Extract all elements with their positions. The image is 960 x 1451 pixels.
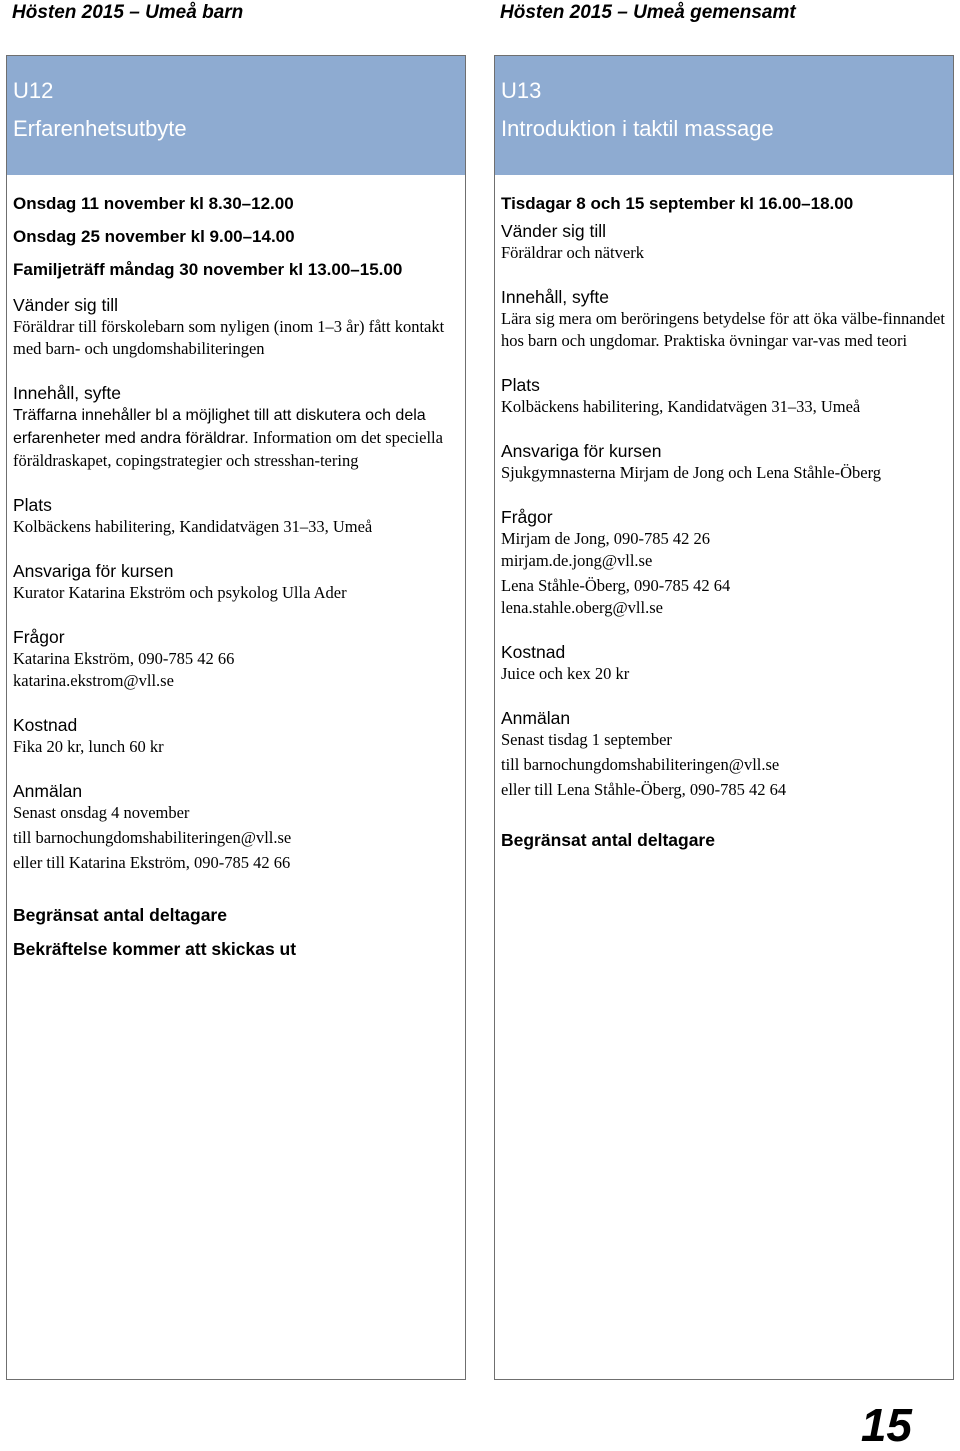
section-heading: Kostnad (501, 642, 566, 662)
place-section (501, 374, 947, 418)
responsible-section (501, 440, 947, 484)
section-heading: Ansvariga för kursen (501, 441, 662, 461)
target-section (13, 294, 459, 360)
contact-email: mirjam.de.jong@vll.se (501, 551, 653, 570)
section-heading: Innehåll, syfte (501, 287, 609, 307)
confirmation-note: Bekräftelse kommer att skickas ut (13, 939, 297, 959)
contact-line: Katarina Ekström, 090-785 42 66 (13, 649, 235, 668)
content-text-serif: Information om det speciella föräldraskapet, copingstrategier och stresshan-tering (13, 428, 443, 470)
registration-phone: eller till Lena Ståhle-Öberg, 090-785 42 64 (501, 780, 787, 799)
section-text: Kolbäckens habilitering, Kandidatvägen 31–33, Umeå (13, 517, 373, 536)
notes (501, 823, 947, 857)
contact-line: Mirjam de Jong, 090-785 42 26 (501, 529, 710, 548)
course-dates (13, 187, 459, 286)
course-date: Onsdag 25 november kl 9.00–14.00 (13, 227, 295, 246)
section-heading: Anmälan (13, 781, 83, 801)
section-heading: Vänder sig till (13, 295, 119, 315)
course-code: U12 (13, 78, 54, 103)
questions-section (13, 626, 459, 692)
section-heading: Innehåll, syfte (13, 383, 121, 403)
course-title: Erfarenhetsutbyte (13, 116, 187, 141)
limited-participants-note: Begränsat antal deltagare (13, 905, 227, 925)
registration-email: till barnochungdomshabiliteringen@vll.se (13, 828, 292, 847)
notes (13, 898, 459, 966)
course-title: Introduktion i taktil massage (501, 116, 774, 141)
registration-email: till barnochungdomshabiliteringen@vll.se (501, 755, 780, 774)
section-heading: Anmälan (501, 708, 571, 728)
section-heading: Plats (13, 495, 52, 515)
questions-section (501, 506, 947, 619)
content-text-sans: Träffarna innehåller bl a möjlighet till att diskutera och dela erfarenheter med andra föräldrar. (13, 407, 426, 447)
course-date: Tisdagar 8 och 15 september kl 16.00–18.00 (501, 194, 854, 213)
section-heading: Frågor (501, 507, 553, 527)
contact-email: lena.stahle.oberg@vll.se (501, 598, 663, 617)
target-section (501, 220, 947, 264)
section-text: Juice och kex 20 kr (501, 664, 630, 683)
section-text (13, 404, 459, 472)
section-heading: Vänder sig till (501, 221, 607, 241)
registration-section (13, 780, 459, 874)
course-banner-u13 (495, 56, 953, 175)
section-heading: Kostnad (13, 715, 78, 735)
cost-section (13, 714, 459, 758)
registration-phone: eller till Katarina Ekström, 090-785 42 66 (13, 853, 291, 872)
left-column-header: Hösten 2015 – Umeå barn (12, 2, 244, 23)
course-card-u12 (6, 55, 466, 1380)
course-date: Familjeträff måndag 30 november kl 13.00–15.00 (13, 260, 403, 279)
section-text: Fika 20 kr, lunch 60 kr (13, 737, 164, 756)
right-column-header: Hösten 2015 – Umeå gemensamt (500, 2, 796, 23)
section-text: Föräldrar till förskolebarn som nyligen (inom 1–3 år) fått kontakt med barn- och ungdomshabiliteringen (13, 317, 445, 358)
registration-section (501, 707, 947, 801)
section-text: Föräldrar och nätverk (501, 243, 644, 262)
content-section (13, 382, 459, 472)
section-text: Lära sig mera om beröringens betydelse för att öka välbe-finnandet hos barn och ungdomar. Praktiska övningar var-vas med teori (501, 309, 945, 350)
cost-section (501, 641, 947, 685)
section-heading: Ansvariga för kursen (13, 561, 174, 581)
section-heading: Plats (501, 375, 540, 395)
contact-email: katarina.ekstrom@vll.se (13, 671, 174, 690)
course-banner-u12 (7, 56, 465, 175)
section-heading: Frågor (13, 627, 65, 647)
limited-participants-note: Begränsat antal deltagare (501, 830, 715, 850)
course-date: Onsdag 11 november kl 8.30–12.00 (13, 194, 294, 213)
responsible-section (13, 560, 459, 604)
place-section (13, 494, 459, 538)
section-text: Kolbäckens habilitering, Kandidatvägen 31–33, Umeå (501, 397, 861, 416)
contact-line: Lena Ståhle-Öberg, 090-785 42 64 (501, 576, 731, 595)
course-dates (501, 187, 947, 220)
registration-deadline: Senast tisdag 1 september (501, 730, 672, 749)
section-text: Kurator Katarina Ekström och psykolog Ulla Ader (13, 583, 347, 602)
registration-deadline: Senast onsdag 4 november (13, 803, 190, 822)
content-section (501, 286, 947, 352)
course-code: U13 (501, 78, 542, 103)
page-number: 15 (860, 1399, 912, 1451)
course-card-u13 (494, 55, 954, 1380)
section-text: Sjukgymnasterna Mirjam de Jong och Lena Ståhle-Öberg (501, 463, 882, 482)
